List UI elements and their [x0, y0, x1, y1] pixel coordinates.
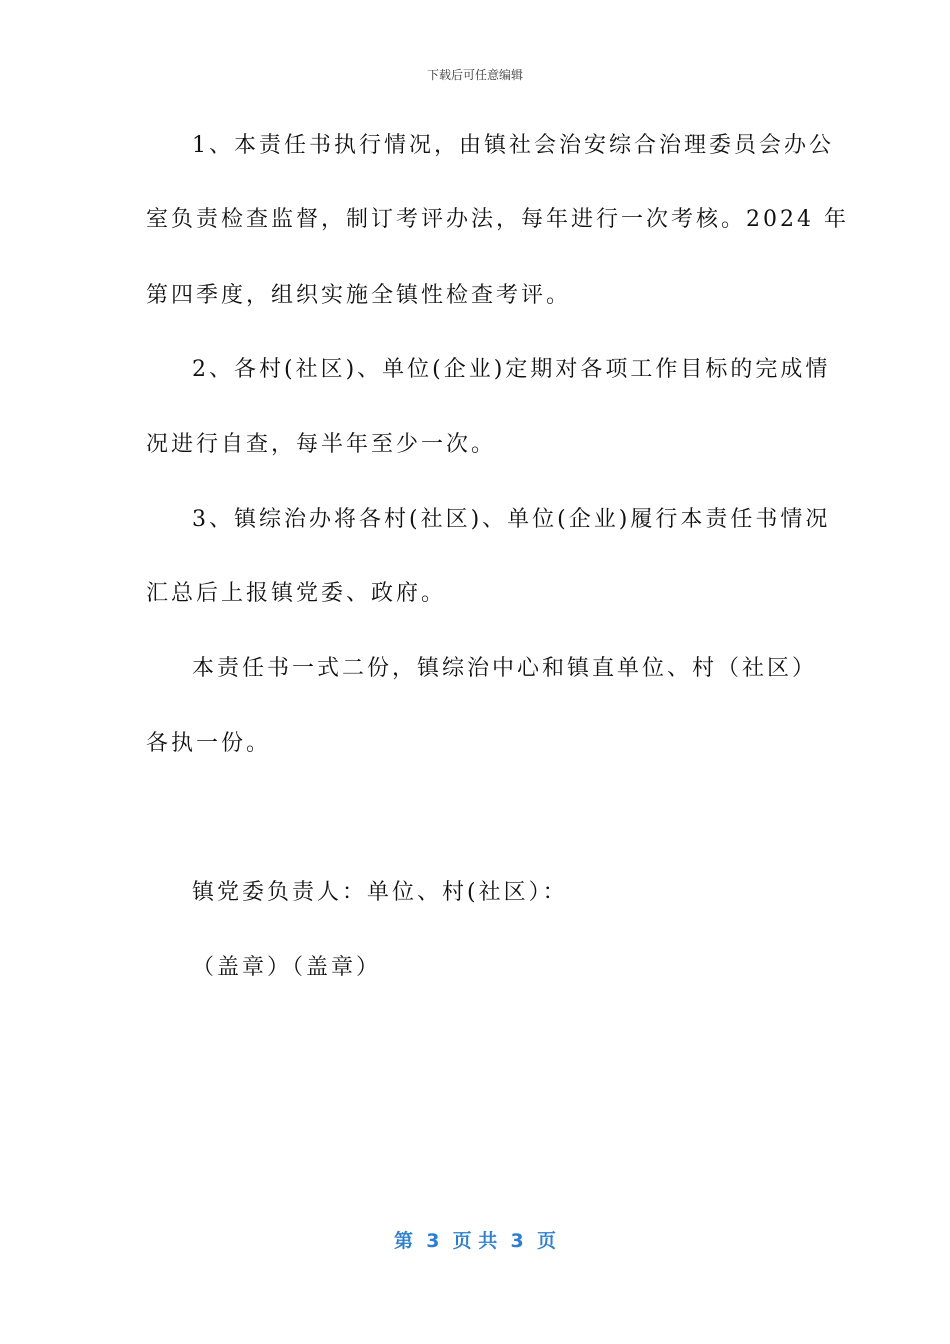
- paragraph-4-line-2: 各执一份。: [146, 731, 272, 756]
- paragraph-2-line-2: 况进行自查，每半年至少一次。: [146, 432, 497, 457]
- paragraph-4-line-1: 本责任书一式二份，镇综治中心和镇直单位、村（社区）: [192, 656, 818, 681]
- signature-label: 镇党委负责人：单位、村(社区）：: [192, 880, 568, 905]
- paragraph-2-line-1: 2、各村(社区)、单位(企业)定期对各项工作目标的完成情: [192, 357, 831, 382]
- page-header: 下载后可任意编辑: [426, 68, 523, 82]
- paragraph-3-line-1: 3、镇综治办将各村(社区)、单位(企业)履行本责任书情况: [192, 507, 831, 532]
- paragraph-1-line-3: 第四季度，组织实施全镇性检查考评。: [146, 283, 572, 308]
- seal-label: （盖章）（盖章）: [192, 955, 382, 980]
- paragraph-1-line-1: 1、本责任书执行情况，由镇社会治安综合治理委员会办公: [192, 133, 834, 158]
- paragraph-1-line-2: 室负责检查监督，制订考评办法，每年进行一次考核。2024 年: [146, 207, 849, 232]
- page-footer: 第 3 页 共 3 页: [394, 1230, 556, 1252]
- paragraph-3-line-2: 汇总后上报镇党委、政府。: [146, 581, 447, 606]
